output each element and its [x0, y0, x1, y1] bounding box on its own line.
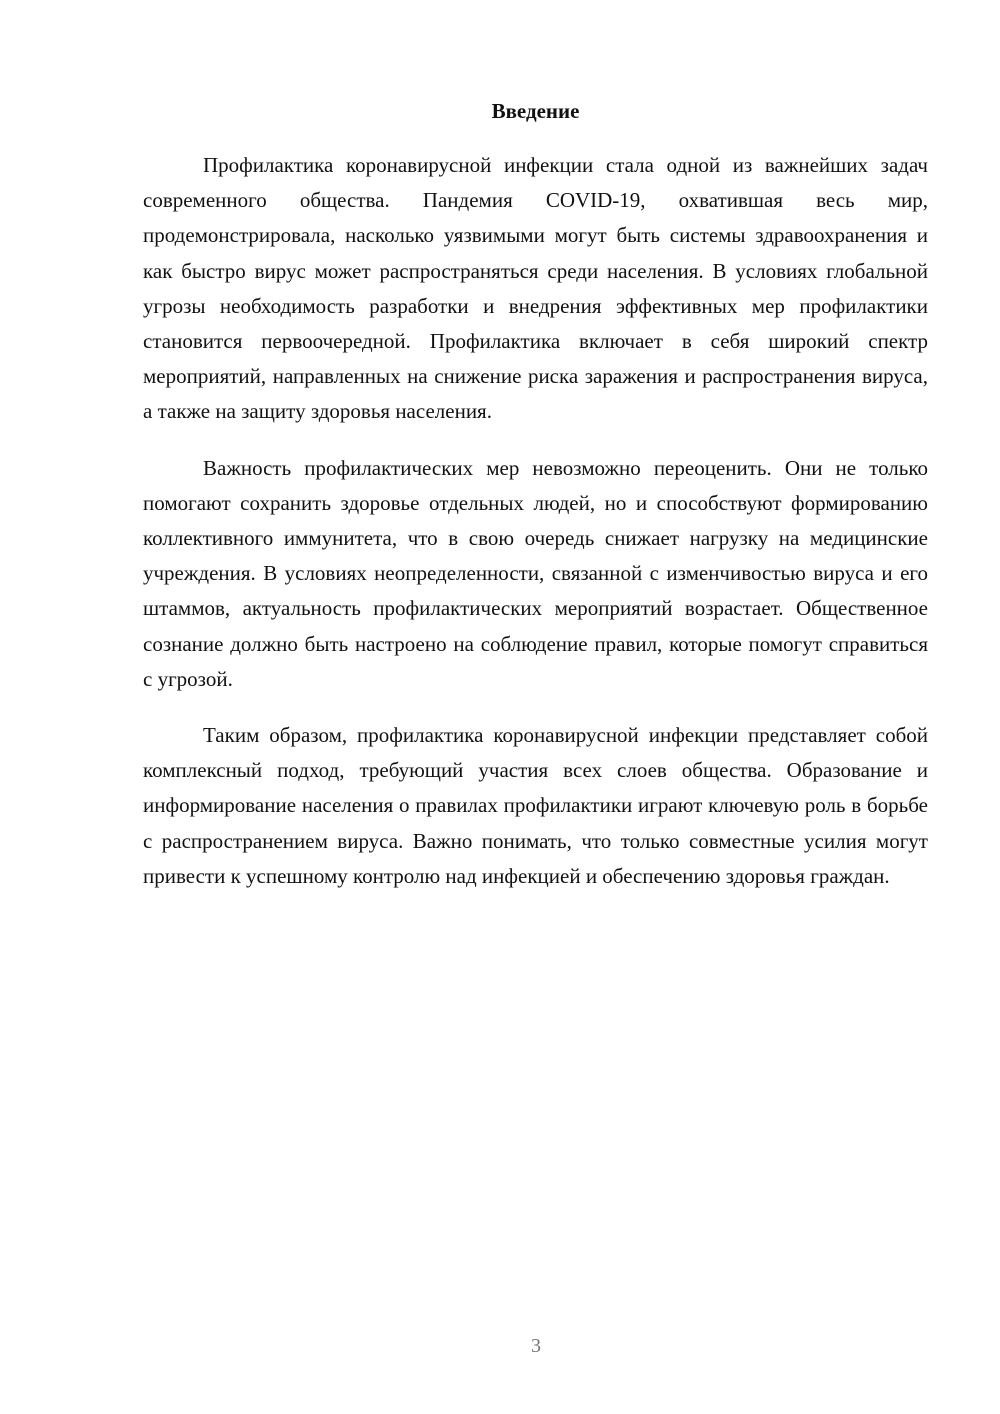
- paragraph-1: Профилактика коронавирусной инфекции стала одной из важнейших задач современного общества. Пандемия COVID-19, охватившая весь мир, продемонстрировала, насколько уязвимыми могут быть системы здравоохранения и как быстро вирус может распространяться среди населения. В условиях глобальной угрозы необходимость разработки и внедрения эффективных мер профилактики становится первоочередной. Профилактика включает в себя широкий спектр мероприятий, направленных на снижение риска заражения и распространения вируса, а также на защиту здоровья населения.: [143, 153, 928, 424]
- page-content: [143, 96, 928, 915]
- paragraph-2: Важность профилактических мер невозможно переоценить. Они не только помогают сохранить здоровье отдельных людей, но и способствуют формированию коллективного иммунитета, что в свою очередь снижает нагрузку на медицинские учреждения. В условиях неопределенности, связанной с изменчивостью вируса и его штаммов, актуальность профилактических мероприятий возрастает. Общественное сознание должно быть настроено на соблюдение правил, которые помогут справиться с угрозой.: [143, 455, 928, 691]
- section-title: Введение: [491, 99, 580, 123]
- paragraph-3: Таким образом, профилактика коронавирусной инфекции представляет собой комплексный подход, требующий участия всех слоев общества. Образование и информирование населения о правилах профилактики играют ключевую роль в борьбе с распространением вируса. Важно понимать, что только совместные усилия могут привести к успешному контролю над инфекцией и обеспечению здоровья граждан.: [143, 723, 928, 888]
- page-number: 3: [531, 1335, 541, 1357]
